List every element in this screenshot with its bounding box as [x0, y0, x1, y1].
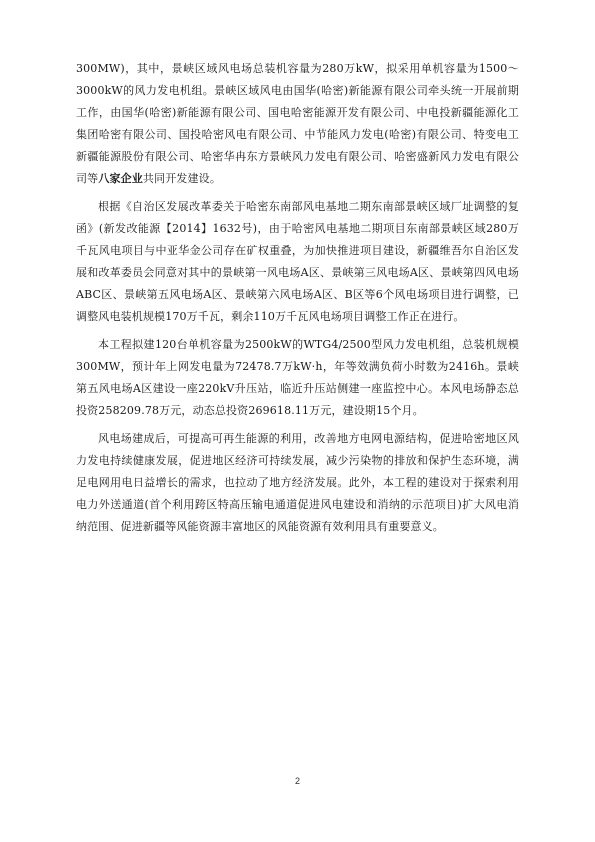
paragraph-1-text: 300MW)，其中，景峡区域风电场总装机容量为280万kW，拟采用单机容量为1500～3000kW的风力发电机组。景峡区域风电由国华(哈密)新能源有限公司牵头统一开展前期工作，由国华(哈密)新能源有限公司、国电哈密能源开发有限公司、中电投新疆能源化工集团哈密有限公司、国投哈密风电有限公司、中节能风力发电(哈密)有限公司、特变电工新疆能源股份有限公司、哈密华冉东方景峡风力发电有限公司、哈密盛新风力发电有限公司等	[76, 62, 519, 185]
paragraph-1	[76, 58, 519, 190]
page-number: 2	[294, 776, 300, 786]
page-body	[76, 58, 519, 538]
paragraph-1-tail: 共同开发建设。	[142, 172, 221, 185]
paragraph-3: 本工程拟建120台单机容量为2500kW的WTG4/2500型风力发电机组，总装机规模300MW，预计年上网发电量为72478.7万kW·h，年等效满负荷小时数为2416h。景峡第五风电场A区建设一座220kV升压站，临近升压站侧建一座监控中心。本风电场静态总投资258209.78万元，动态总投资269618.11万元，建设期15个月。	[76, 338, 519, 417]
paragraph-4: 风电场建成后，可提高可再生能源的利用，改善地方电网电源结构，促进哈密地区风力发电持续健康发展，促进地区经济可持续发展，减少污染物的排放和保护生态环境，满足电网用电日益增长的需求，也拉动了地方经济发展。此外，本工程的建设对于探索利用电力外送通道(首个利用跨区特高压输电通道促进风电建设和消纳的示范项目)扩大风电消纳范围、促进新疆等风能资源丰富地区的风能资源有效利用具有重要意义。	[76, 432, 519, 533]
highlighted-phrase: 八家企业	[98, 172, 143, 185]
paragraph-2: 根据《自治区发展改革委关于哈密东南部风电基地二期东南部景峡区域厂址调整的复函》(新发改能源【2014】1632号)，由于哈密风电基地二期项目东南部景峡区域280万千瓦风电项目与中亚华金公司存在矿权重叠，为加快推进项目建设，新疆维吾尔自治区发展和改革委员会同意对其中的景峡第一风电场A区、景峡第三风电场A区、景峡第四风电场ABC区、景峡第五风电场A区、景峡第六风电场A区、B区等6个风电场项目进行调整，已调整风电装机规模170万千瓦，剩余110万千瓦风电场项目调整工作正在进行。	[76, 200, 519, 323]
